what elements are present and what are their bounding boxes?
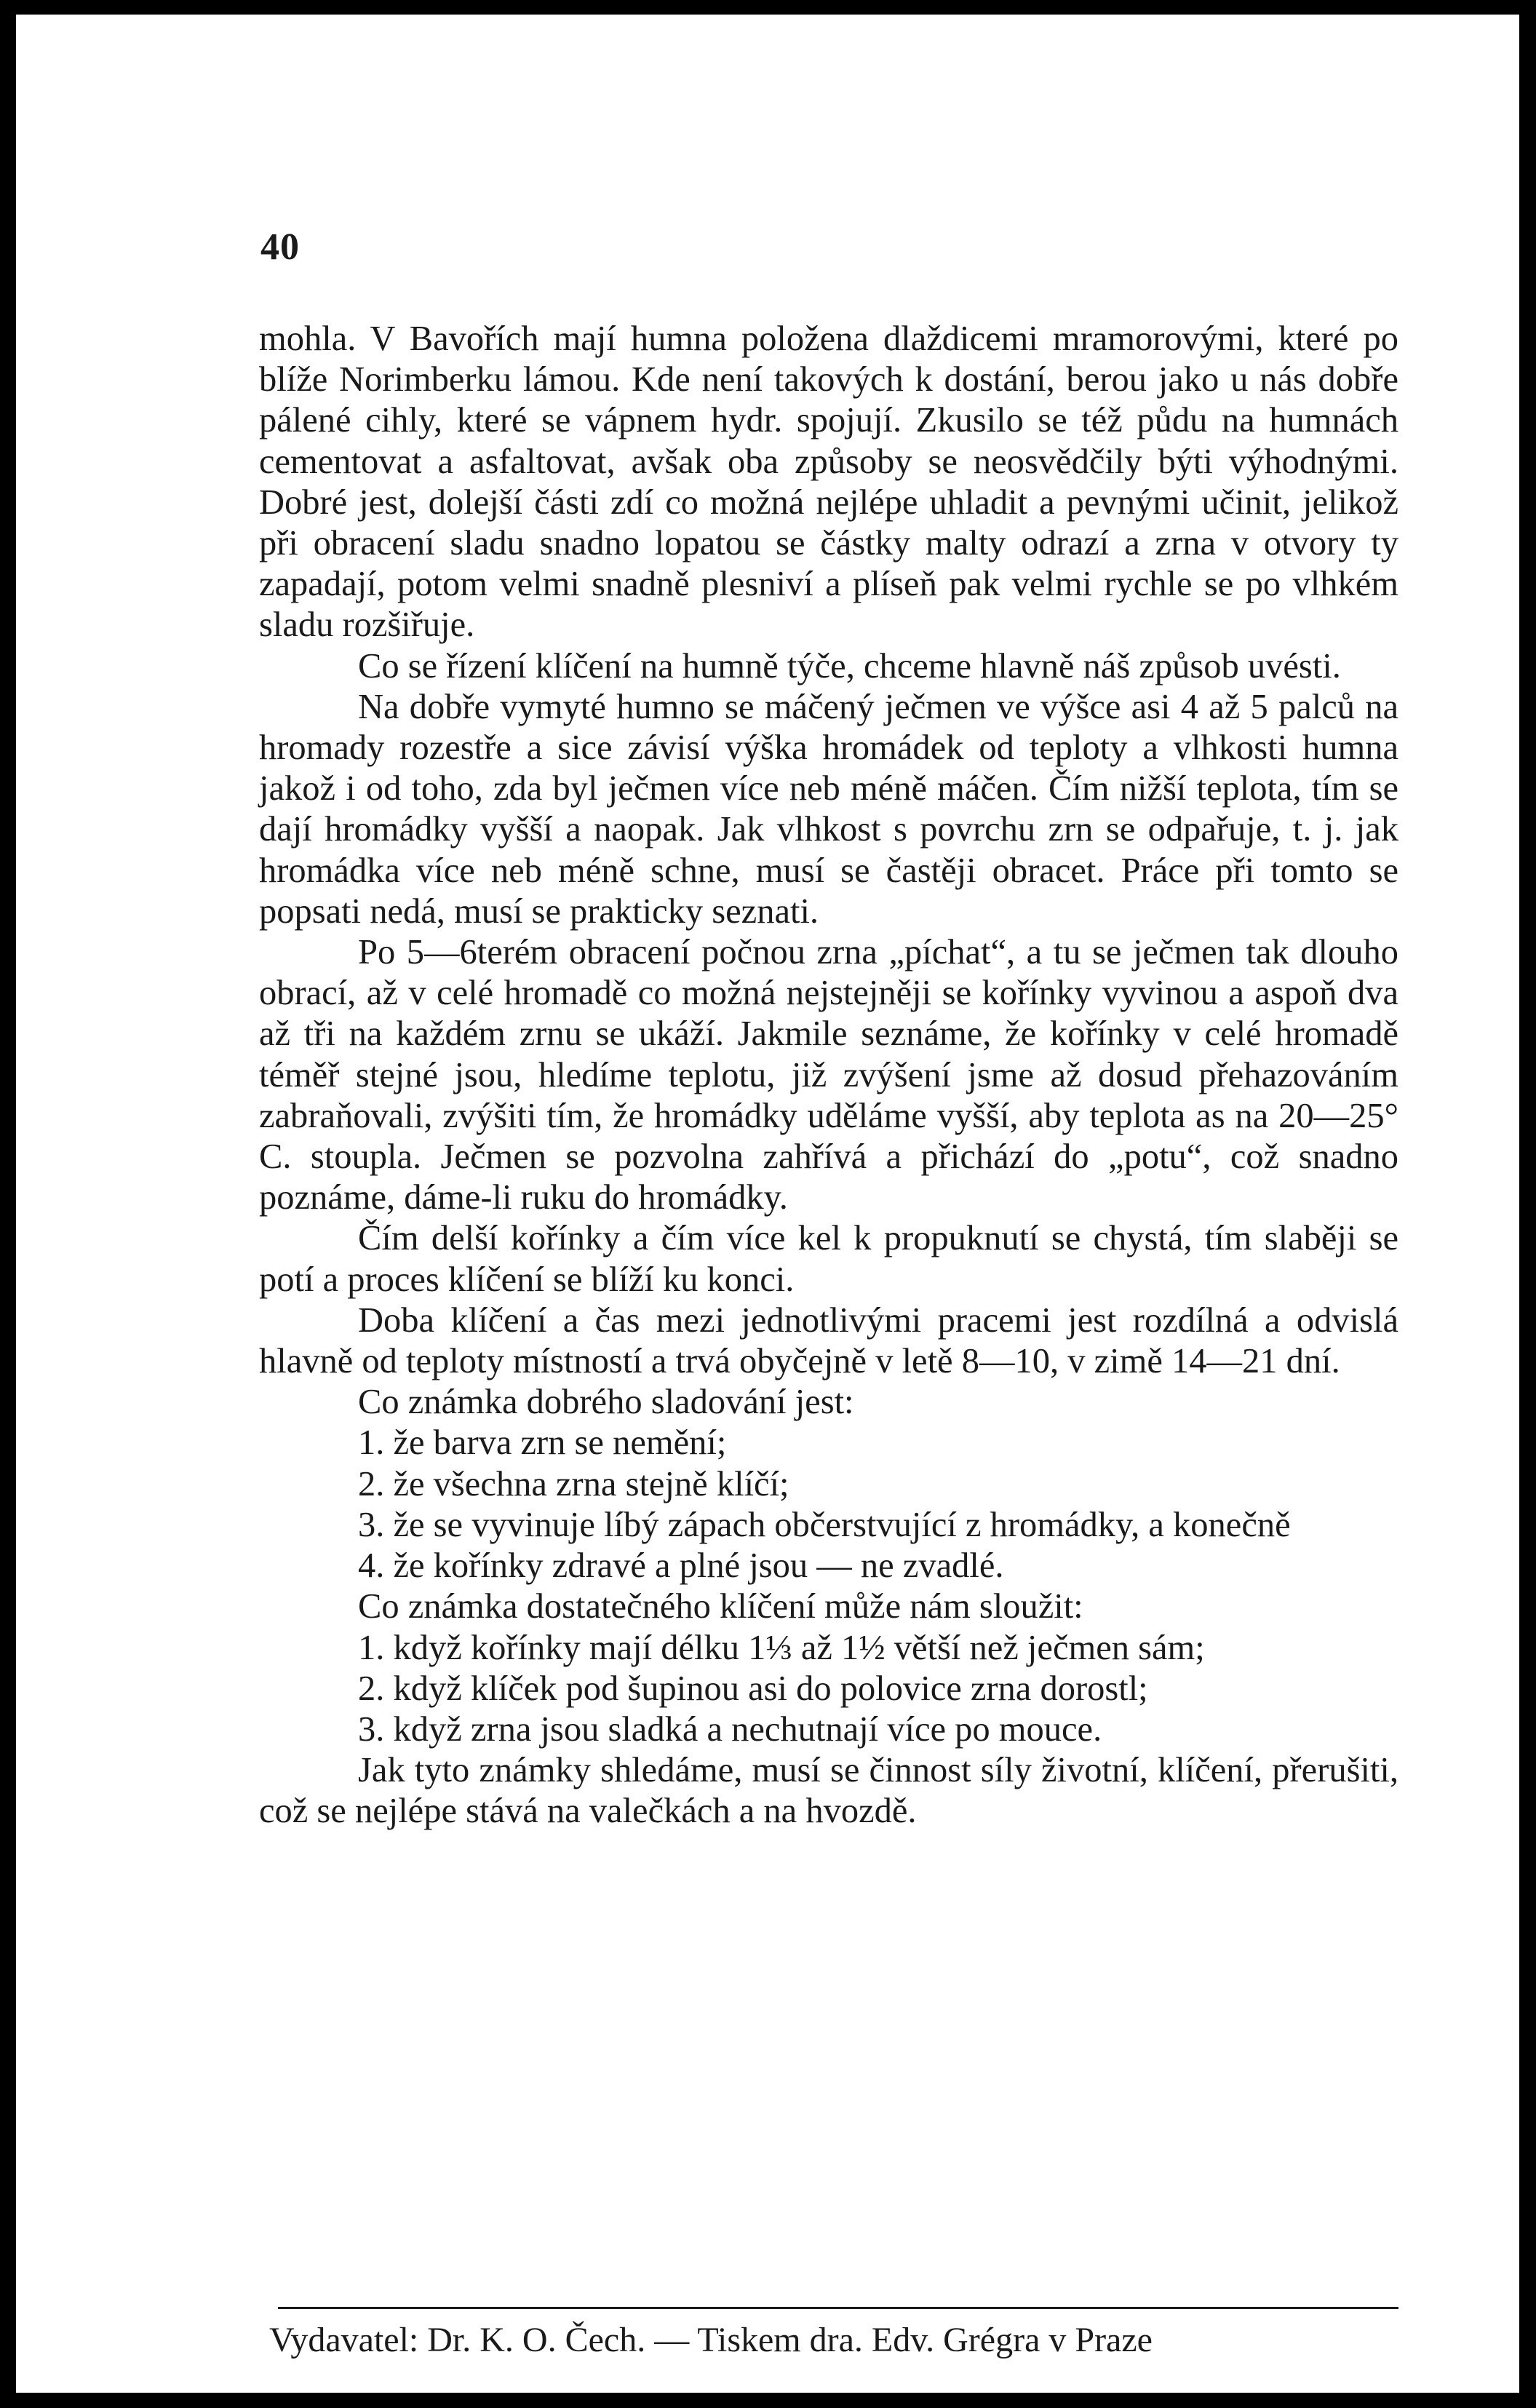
paragraph: Na dobře vymyté humno se máčený ječmen ve výšce asi 4 až 5 palců na hromady rozestře a sice závisí výška hromádek od teploty a vlhkosti humna jakož i od toho, zda byl ječmen více neb méně máčen. Čím nižší teplota, tím se dají hromádky vyšší a naopak. Jak vlhkost s povrchu zrn se odpařuje, t. j. jak hromádka více neb méně schne, musí se častěji obracet. Práce při tomto se popsati nedá, musí se prakticky seznati. bbox=[259, 687, 1398, 931]
paragraph: Co se řízení klíčení na humně týče, chceme hlavně náš způsob uvésti. bbox=[358, 646, 1341, 686]
list-intro: Co známka dobrého sladování jest: bbox=[358, 1383, 854, 1422]
list-item: 2. že všechna zrna stejně klíčí; bbox=[358, 1464, 789, 1503]
paragraph: mohla. V Bavořích mají humna položena dlaždicemi mramorovými, které po blíže Norimberku lámou. Kde není takových k dostání, berou jako u nás dobře pálené cihly, které se vápnem hydr. spojují. Zkusilo se též půdu na humnách cementovat a asfaltovat, avšak oba způsoby se neosvědčily býti výhodnými. Dobré jest, dolejší části zdí co možná nejlépe uhladit a pevnými učinit, jelikož při obracení sladu snadno lopatou se částky malty odrazí a zrna v otvory ty zapadají, potom velmi snadně plesniví a plíseň pak velmi rychle se po vlhkém sladu rozšiřuje. bbox=[259, 319, 1398, 645]
list-item: 2. když klíček pod šupinou asi do polovice zrna dorostl; bbox=[358, 1669, 1148, 1708]
book-page bbox=[16, 15, 1519, 2393]
list-item: 3. když zrna jsou sladká a nechutnají více po mouce. bbox=[358, 1709, 1102, 1749]
list-intro: Co známka dostatečného klíčení může nám sloužit: bbox=[358, 1587, 1083, 1626]
list-item: 3. že se vyvinuje líbý zápach občerstvující z hromádky, a konečně bbox=[358, 1505, 1291, 1544]
footer-rule bbox=[278, 2307, 1398, 2309]
paragraph: Jak tyto známky shledáme, musí se činnost síly životní, klíčení, přerušiti, což se nejlépe stává na valečkách a na hvozdě. bbox=[259, 1751, 1398, 1831]
list-item: 1. že barva zrn se nemění; bbox=[358, 1423, 727, 1463]
paragraph: Čím delší kořínky a čím více kel k propuknutí se chystá, tím slaběji se potí a proces klíčení se blíží ku konci. bbox=[259, 1219, 1398, 1299]
list-item: 1. když kořínky mají délku 1⅓ až 1½ větší než ječmen sám; bbox=[358, 1628, 1205, 1667]
body-text bbox=[259, 319, 1398, 1832]
publisher-imprint: Vydavatel: Dr. K. O. Čech. — Tiskem dra. Edv. Grégra v Praze bbox=[269, 2321, 1153, 2359]
page-number: 40 bbox=[260, 226, 300, 268]
paragraph: Po 5—6terém obracení počnou zrna „píchat“, a tu se ječmen tak dlouho obrací, až v celé hromadě co možná nejstejněji se kořínky vyvinou a aspoň dva až tři na každém zrnu se ukáží. Jakmile seznáme, že kořínky v celé hromadě téměř stejné jsou, hledíme teplotu, již zvýšení jsme až dosud přehazováním zabraňovali, zvýšiti tím, že hromádky uděláme vyšší, aby teplota as na 20—25° C. stoupla. Ječmen se pozvolna zahřívá a přichází do „potu“, což snadno poznáme, dáme-li ruku do hromádky. bbox=[259, 933, 1398, 1217]
paragraph: Doba klíčení a čas mezi jednotlivými pracemi jest rozdílná a odvislá hlavně od teploty místností a trvá obyčejně v letě 8—10, v zimě 14—21 dní. bbox=[259, 1300, 1398, 1381]
list-item: 4. že kořínky zdravé a plné jsou — ne zvadlé. bbox=[358, 1546, 1004, 1586]
